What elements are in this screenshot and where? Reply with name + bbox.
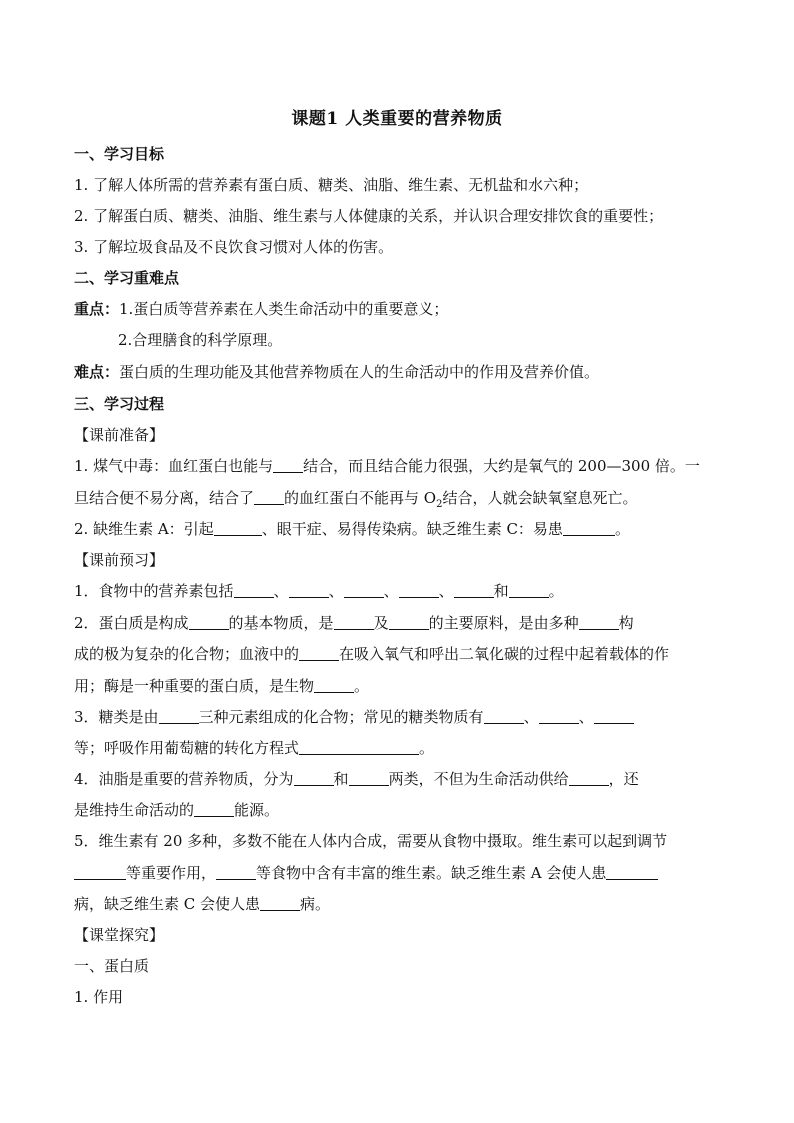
prep-text: 结合，人就会缺氧窒息死亡。 bbox=[442, 489, 638, 507]
prep-text: 的血红蛋白不能再与 O bbox=[284, 489, 437, 507]
answer-blank[interactable] bbox=[389, 613, 429, 630]
preview-item-5-line-2 bbox=[74, 862, 734, 884]
answer-blank[interactable] bbox=[289, 581, 329, 598]
section-heading-goals: 一、学习目标 bbox=[74, 145, 165, 163]
preview-item-5-line-1: 5．维生素有 20 多种，多数不能在人体内合成，需要从食物中摄取。维生素可以起到调节 bbox=[74, 832, 668, 850]
answer-blank[interactable] bbox=[539, 707, 579, 724]
preview-text: 等；呼吸作用葡萄糖的转化方程式 bbox=[74, 739, 300, 757]
preview-item-2-line-2 bbox=[74, 643, 734, 665]
preview-text: 三种元素组成的化合物；常见的糖类物质有 bbox=[198, 708, 484, 726]
protein-heading: 一、蛋白质 bbox=[74, 957, 150, 975]
answer-blank[interactable] bbox=[563, 519, 615, 536]
answer-blank[interactable] bbox=[260, 894, 300, 911]
answer-blank[interactable] bbox=[594, 707, 634, 724]
preview-text: 3．糖类是由 bbox=[74, 708, 159, 726]
separator: 、 bbox=[328, 582, 344, 600]
answer-blank[interactable] bbox=[349, 769, 389, 786]
preview-text: 4．油脂是重要的营养物质，分为 bbox=[74, 770, 294, 788]
answer-blank[interactable] bbox=[189, 613, 229, 630]
function-heading: 1. 作用 bbox=[74, 988, 124, 1006]
prep-text: 1. 煤气中毒：血红蛋白也能与 bbox=[74, 457, 274, 475]
preview-text: 用；酶是一种重要的蛋白质，是生物 bbox=[74, 677, 315, 695]
goal-item-3: 3. 了解垃圾食品及不良饮食习惯对人体的伤害。 bbox=[74, 238, 394, 256]
answer-blank[interactable] bbox=[294, 769, 334, 786]
prep-item-2 bbox=[74, 518, 734, 540]
preview-text: 。 bbox=[419, 739, 435, 757]
key-point-2: 2.合理膳食的科学原理。 bbox=[118, 331, 283, 349]
key-label: 重点： bbox=[74, 300, 120, 318]
subscript-2: 2 bbox=[436, 499, 443, 510]
separator: 、 bbox=[438, 582, 454, 600]
page-title: 课题1 人类重要的营养物质 bbox=[291, 109, 503, 129]
section-heading-key: 二、学习重难点 bbox=[74, 269, 180, 287]
separator: 、 bbox=[523, 708, 539, 726]
preview-item-1 bbox=[74, 580, 734, 602]
preview-text: 2．蛋白质是构成 bbox=[74, 614, 189, 632]
separator: 、 bbox=[383, 582, 399, 600]
preview-text: 是维持生命活动的 bbox=[74, 801, 195, 819]
preview-text: 。 bbox=[548, 582, 564, 600]
answer-blank[interactable] bbox=[234, 581, 274, 598]
prep-text: 2. 缺维生素 A：引起 bbox=[74, 520, 214, 538]
answer-blank[interactable] bbox=[509, 581, 549, 598]
preview-text: 病，缺乏维生素 C 会使人患 bbox=[74, 895, 261, 913]
key-point-1 bbox=[74, 298, 734, 320]
preview-heading: 【课前预习】 bbox=[74, 551, 165, 569]
answer-blank[interactable] bbox=[344, 581, 384, 598]
preview-item-4-line-2 bbox=[74, 799, 734, 821]
key-text-1: 1.蛋白质等营养素在人类生命活动中的重要意义； bbox=[119, 300, 449, 318]
preview-text: 和 bbox=[333, 770, 349, 788]
preview-item-2-line-3 bbox=[74, 675, 734, 697]
answer-blank[interactable] bbox=[579, 613, 619, 630]
answer-blank[interactable] bbox=[314, 676, 354, 693]
preview-text: 等重要作用， bbox=[126, 864, 217, 882]
prep-text: 。 bbox=[614, 520, 630, 538]
answer-blank[interactable] bbox=[454, 581, 494, 598]
answer-blank[interactable] bbox=[74, 863, 126, 880]
preview-text: 的主要原料，是由多种 bbox=[428, 614, 579, 632]
prep-heading: 【课前准备】 bbox=[74, 426, 165, 444]
preview-text: 1．食物中的营养素包括 bbox=[74, 582, 234, 600]
prep-text: 结合，而且结合能力很强，大约是氧气的 200—300 倍。一 bbox=[303, 457, 700, 475]
preview-item-3-line-1 bbox=[74, 706, 734, 728]
separator: 、 bbox=[578, 708, 594, 726]
answer-blank[interactable] bbox=[606, 863, 658, 880]
answer-blank[interactable] bbox=[569, 769, 609, 786]
difficulty-text: 蛋白质的生理功能及其他营养物质在人的生命活动中的作用及营养价值。 bbox=[119, 363, 600, 381]
answer-blank[interactable] bbox=[299, 644, 339, 661]
preview-text: 能源。 bbox=[234, 801, 280, 819]
answer-blank[interactable] bbox=[159, 707, 199, 724]
prep-text: 旦结合便不易分离，结合了 bbox=[74, 489, 255, 507]
prep-item-1-line-1 bbox=[74, 455, 734, 477]
preview-item-4-line-1 bbox=[74, 768, 734, 790]
explore-heading: 【课堂探究】 bbox=[74, 926, 165, 944]
answer-blank[interactable] bbox=[216, 863, 256, 880]
preview-item-5-line-3 bbox=[74, 893, 734, 915]
difficulty-label: 难点： bbox=[74, 363, 120, 381]
preview-text: 等食物中含有丰富的维生素。缺乏维生素 A 会使人患 bbox=[256, 864, 607, 882]
preview-text: 两类，不但为生命活动供给 bbox=[388, 770, 569, 788]
answer-blank[interactable] bbox=[334, 613, 374, 630]
answer-blank[interactable] bbox=[194, 800, 234, 817]
prep-text: 、眼干症、易得传染病。缺乏维生素 C：易患 bbox=[261, 520, 563, 538]
answer-blank[interactable] bbox=[273, 456, 303, 473]
preview-text: 在吸入氧气和呼出二氧化碳的过程中起着载体的作 bbox=[339, 645, 670, 663]
preview-item-3-line-2 bbox=[74, 737, 734, 759]
answer-blank[interactable] bbox=[399, 581, 439, 598]
answer-blank[interactable] bbox=[484, 707, 524, 724]
answer-blank[interactable] bbox=[254, 488, 284, 505]
difficulty-point bbox=[74, 361, 734, 383]
goal-item-1: 1. 了解人体所需的营养素有蛋白质、糖类、油脂、维生素、无机盐和水六种； bbox=[74, 176, 589, 194]
preview-text: 及 bbox=[373, 614, 389, 632]
prep-item-1-line-2 bbox=[74, 487, 734, 509]
preview-text: 病。 bbox=[300, 895, 331, 913]
preview-item-2-line-1 bbox=[74, 612, 734, 634]
answer-blank[interactable] bbox=[214, 519, 262, 536]
preview-text: 和 bbox=[493, 582, 509, 600]
answer-blank[interactable] bbox=[299, 738, 419, 755]
preview-text: 构 bbox=[618, 614, 634, 632]
preview-text: ，还 bbox=[608, 770, 639, 788]
separator: 、 bbox=[273, 582, 289, 600]
section-heading-process: 三、学习过程 bbox=[74, 395, 165, 413]
preview-text: 的基本物质，是 bbox=[228, 614, 334, 632]
preview-text: 。 bbox=[354, 677, 370, 695]
preview-text: 成的极为复杂的化合物；血液中的 bbox=[74, 645, 300, 663]
goal-item-2: 2. 了解蛋白质、糖类、油脂、维生素与人体健康的关系，并认识合理安排饮食的重要性； bbox=[74, 207, 664, 225]
